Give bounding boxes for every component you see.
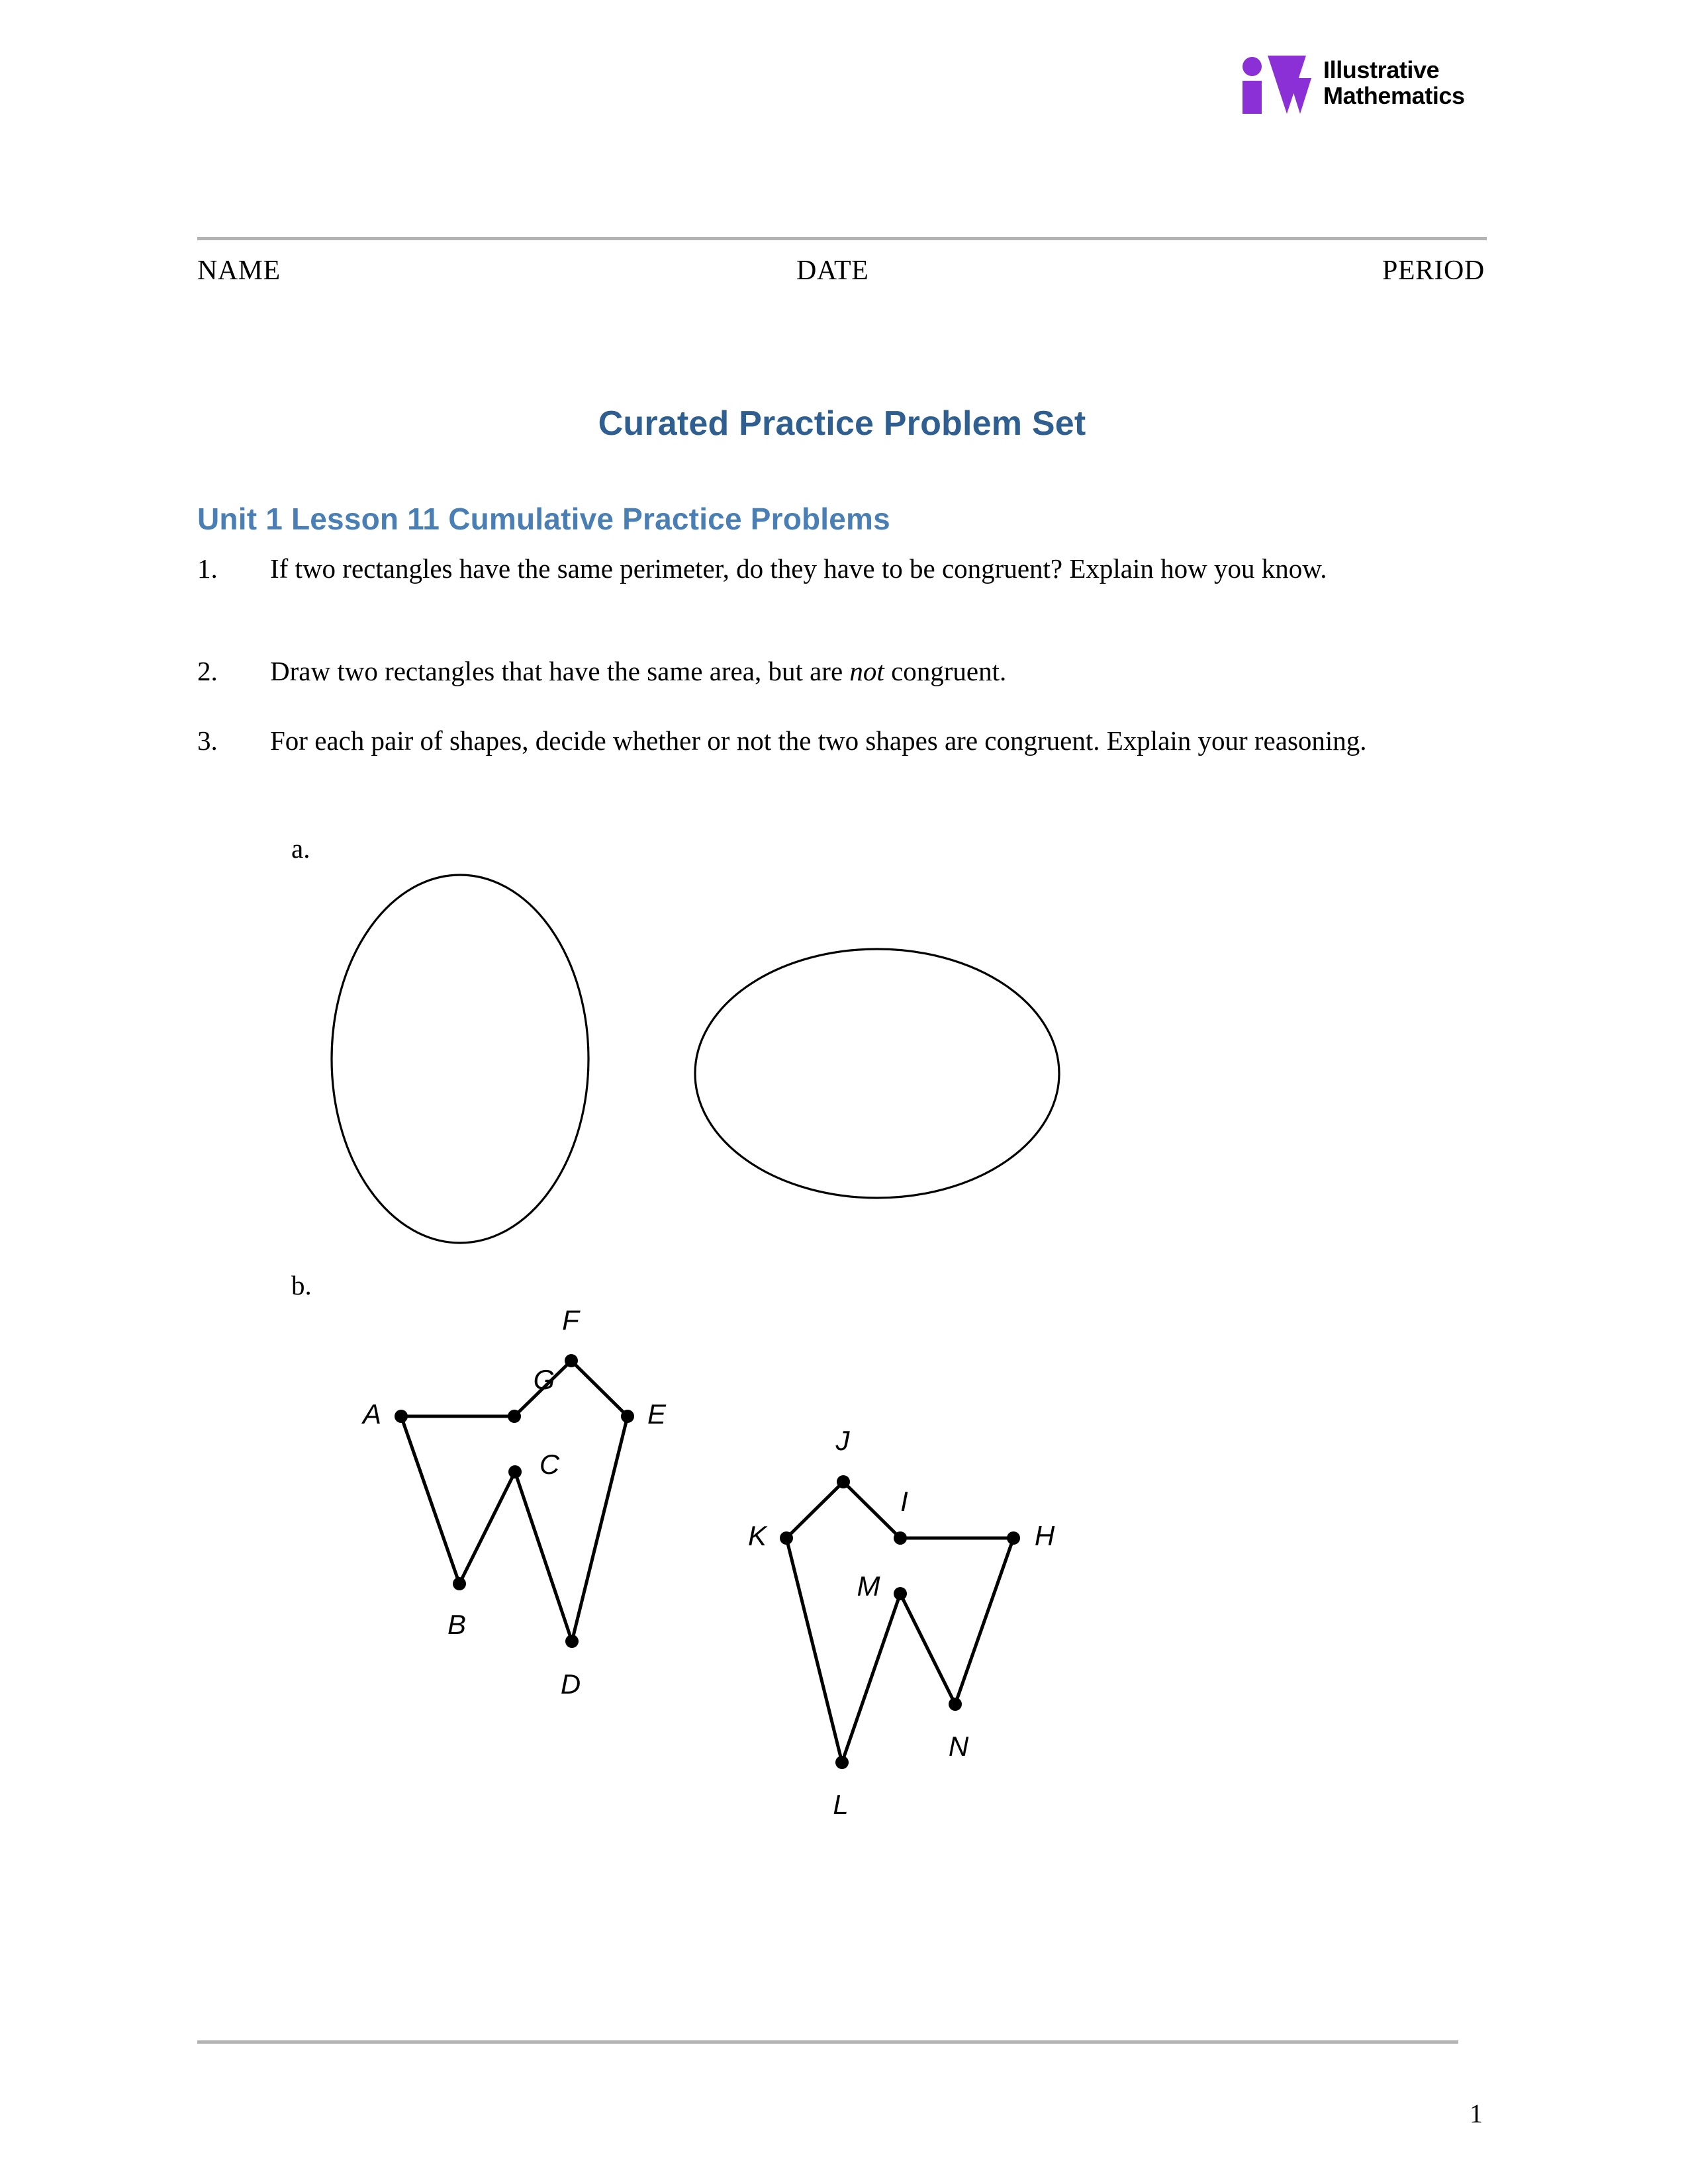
date-field-label: DATE xyxy=(796,255,869,286)
problem-item-3 xyxy=(197,721,1455,760)
footer-divider xyxy=(197,2040,1458,2044)
student-info-row xyxy=(197,255,1487,295)
vertex-label-l: L xyxy=(833,1789,849,1821)
vertex-n-dot xyxy=(949,1698,962,1711)
vertex-c-dot xyxy=(508,1465,522,1479)
vertex-m-dot xyxy=(894,1587,907,1600)
logo-i-stem xyxy=(1243,81,1262,114)
vertex-b-dot xyxy=(453,1577,466,1590)
problem-text-2-after: congruent. xyxy=(884,656,1007,686)
subpart-label-a: a. xyxy=(291,833,310,864)
problem-text-2 xyxy=(270,652,1495,690)
header-divider xyxy=(197,237,1487,240)
problem-text-3: For each pair of shapes, decide whether or not the two shapes are congruent. Explain your reasoning. xyxy=(270,725,1367,756)
vertex-j-dot xyxy=(837,1475,850,1488)
logo-m-right-wedge xyxy=(1289,78,1311,114)
subpart-label-b: b. xyxy=(291,1270,312,1300)
polygon-hijklmn-outline xyxy=(786,1482,1013,1762)
vertex-label-j: J xyxy=(835,1425,850,1457)
wide-oval-shape xyxy=(695,949,1059,1198)
problem-number-1: 1. xyxy=(197,553,218,584)
figure-a-ovals xyxy=(331,874,1112,1284)
vertex-label-f: F xyxy=(562,1304,579,1336)
im-monogram-icon xyxy=(1241,53,1311,114)
illustrative-mathematics-logo xyxy=(1241,53,1465,114)
vertex-label-g: G xyxy=(533,1364,555,1396)
logo-i-dot xyxy=(1243,57,1262,76)
problem-number-3: 3. xyxy=(197,725,218,756)
vertex-f-dot xyxy=(565,1354,578,1367)
vertex-l-dot xyxy=(835,1756,849,1769)
figure-b-polygons xyxy=(357,1304,1099,1821)
problem-text-2-emphasis: not xyxy=(849,656,884,686)
problem-item-2 xyxy=(197,652,1495,690)
vertex-label-m: M xyxy=(857,1570,880,1602)
problem-text-1: If two rectangles have the same perimeter, do they have to be congruent? Explain how you know. xyxy=(270,553,1327,584)
page-title: Curated Practice Problem Set xyxy=(598,404,1086,443)
vertex-label-a: A xyxy=(362,1398,382,1430)
vertex-g-dot xyxy=(508,1410,521,1423)
vertex-e-dot xyxy=(621,1410,634,1423)
logo-wordmark xyxy=(1323,58,1465,109)
vertex-label-b: B xyxy=(447,1609,467,1641)
vertex-label-e: E xyxy=(647,1398,667,1430)
vertex-label-d: D xyxy=(560,1668,581,1700)
vertex-label-n: N xyxy=(948,1731,969,1762)
vertex-i-dot xyxy=(894,1531,907,1545)
vertex-label-k: K xyxy=(747,1520,767,1552)
vertex-label-c: C xyxy=(539,1449,560,1480)
problem-text-2-before: Draw two rectangles that have the same area, but are xyxy=(270,656,850,686)
ovals-svg xyxy=(331,874,1112,1284)
logo-word-line1: Illustrative xyxy=(1323,56,1440,84)
vertex-a-dot xyxy=(395,1410,408,1423)
polygon-abcdefg-outline xyxy=(401,1361,628,1641)
name-field-label: NAME xyxy=(197,255,281,286)
vertex-label-h: H xyxy=(1034,1520,1055,1552)
page-number: 1 xyxy=(1470,2099,1483,2128)
section-heading: Unit 1 Lesson 11 Cumulative Practice Problems xyxy=(197,502,890,536)
tall-oval-shape xyxy=(332,875,588,1243)
problem-number-2: 2. xyxy=(197,656,218,686)
polygons-svg xyxy=(357,1304,1099,1827)
vertex-h-dot xyxy=(1007,1531,1020,1545)
logo-word-line2: Mathematics xyxy=(1323,82,1465,109)
problem-item-1 xyxy=(197,549,1475,588)
vertex-label-i: I xyxy=(900,1486,908,1518)
period-field-label: PERIOD xyxy=(1382,255,1485,286)
vertex-k-dot xyxy=(780,1531,793,1545)
vertex-d-dot xyxy=(565,1635,579,1648)
